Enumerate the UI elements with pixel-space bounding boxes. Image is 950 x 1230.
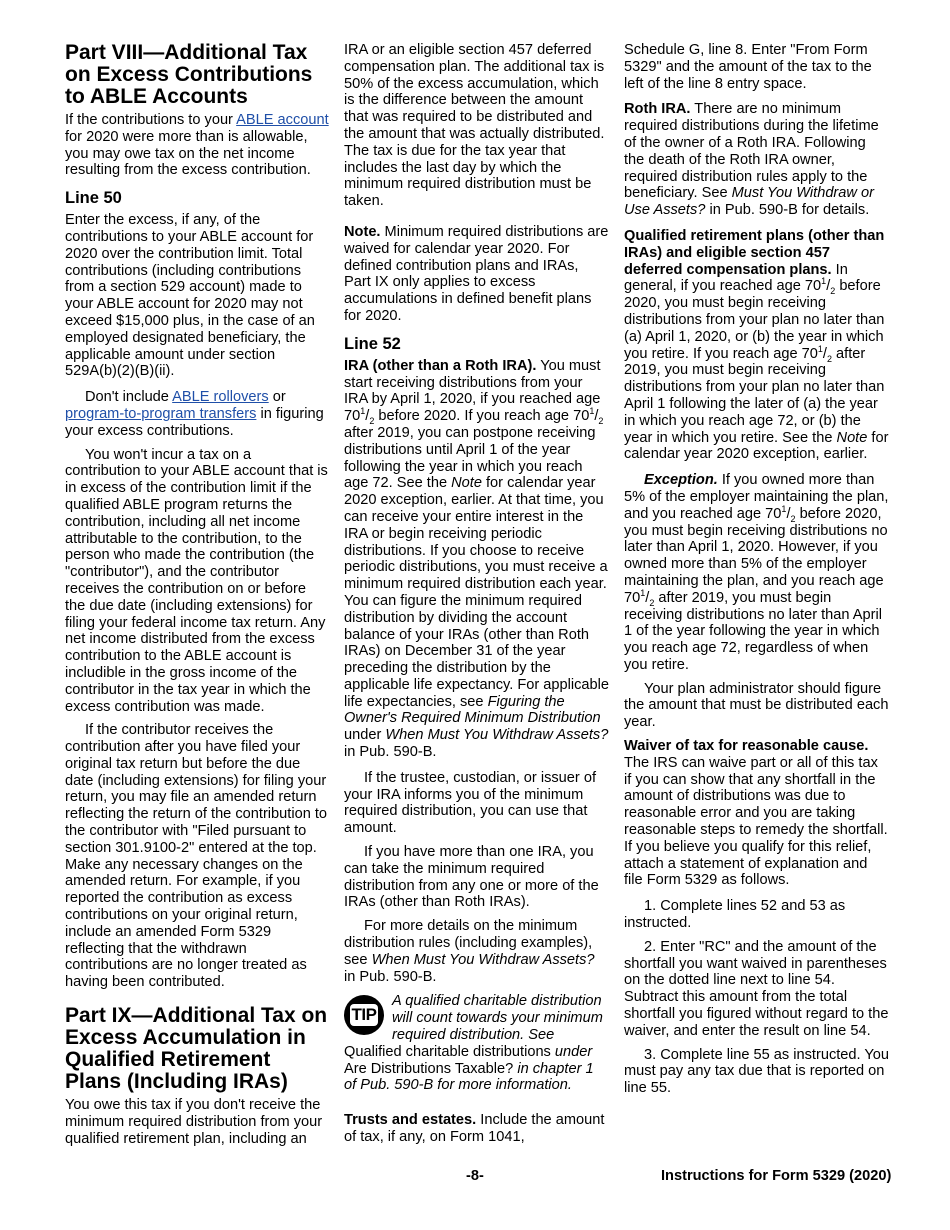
- qualified-plans-paragraph: Qualified retirement plans (other than IRAs) and eligible section 457 deferred compensation plans. In general, if you reached age $70^1/_2$ before 2020, you must begin receiving distributions from your plan no later than (a) April 1, 2020, or (b) the year in which you retire. If you reach age $70^1/_2$ after 2019, you must begin receiving distributions from your plan no later than April 1 following the later of (a) the year in which you reach age 72, or (b) the year in which you retire. See the Note for calendar year 2020 exception, earlier.: [624, 227, 889, 463]
- line-50-text: Enter the excess, if any, of the contributions to your ABLE account for 2020 over the contribution limit. Total contributions (including contributions from a section 529 account) made to your ABLE account for 2020 may not exceed $15,000 plus, in the case of an employed designated beneficiary, the applicable amount under section 529A(b)(2)(B)(ii).: [65, 212, 315, 380]
- part-9-intro: You owe this tax if you don't receive the minimum required distribution from your qualified retirement plan, including an: [65, 1097, 323, 1147]
- no-tax-paragraph: You won't incur a tax on a contribution to your ABLE account that is in excess of the contribution limit if the qualified ABLE program returns the contribution, including all net income attributable to the contribution, to the person who made the contribution (the "contributor"), and the contributor receives the contribution on or before the due date (including extensions) for filing your federal income tax return. Any net income distributed from the excess contribution to the ABLE account is includible in the gross income of the contributor in the tax year in which the excess contribution was made.: [65, 446, 328, 715]
- column-1: [65, 42, 330, 1156]
- plan-admin-paragraph: Your plan administrator should figure the amount that must be distributed each year.: [624, 680, 889, 731]
- page-number: -8-: [466, 1168, 484, 1184]
- step-2: 2. Enter "RC" and the amount of the shortfall you want waived in parentheses on the dotted line next to line 54. Subtract this amount from the total shortfall you figured without regard to the waiver, and enter the result on line 54.: [624, 938, 889, 1039]
- contributor-paragraph: If the contributor receives the contribution after you have filed your original tax return but before the due date (including extensions) for filing your return, you may file an amended return reflecting the return of the contribution to the contributor with "Filed pursuant to section 301.9100-2" entered at the top. Make any necessary changes on the amended return. For example, if you reported the contribution as excess contributions on your original return, include an amended Form 5329 reflecting that the withdrawn contributions are no longer treated as having been contributed.: [65, 722, 328, 991]
- multiple-ira-paragraph: If you have more than one IRA, you can take the minimum required distribution from any one or more of the IRAs (other than Roth IRAs).: [344, 844, 599, 911]
- able-rollovers-paragraph: Don't include ABLE rollovers or program-to-program transfers in figuring your excess contributions.: [65, 389, 324, 439]
- part-8-intro: If the contributions to your ABLE account for 2020 were more than is allowable, you may owe tax on the net income resulting from the excess contribution.: [65, 112, 329, 179]
- tip-box: TIP A qualified charitable distribution will count towards your minimum required distribution. See Qualified charitable distributions under Are Distributions Taxable? in chapter 1 of Pub. 590-B for more information.: [344, 993, 603, 1094]
- line-52-heading: Line 52: [344, 334, 401, 353]
- step-3: 3. Complete line 55 as instructed. You must pay any tax due that is reported on line 55.: [624, 1046, 890, 1097]
- trustee-paragraph: If the trustee, custodian, or issuer of your IRA informs you of the minimum required distribution, you can use that amount.: [344, 769, 596, 837]
- part-9-heading: Part IX—Additional Tax on Excess Accumulation in Qualified Retirement Plans (Including IRAs): [65, 1004, 328, 1094]
- column-3: [624, 42, 889, 1104]
- step-1: 1. Complete lines 52 and 53 as instructed.: [624, 898, 846, 932]
- waiver-paragraph: Waiver of tax for reasonable cause. The IRS can waive part or all of this tax if you can show that any shortfall in the amount of distributions was due to reasonable error and you are taking reasonable steps to remedy the shortfall. If you believe you qualify for this relief, attach a statement of explanation and file Form 5329 as follows.: [624, 738, 888, 889]
- column-2: [344, 42, 609, 1155]
- exception-paragraph: Exception. If you owned more than 5% of the employer maintaining the plan, and you reached age $70^1/_2$ before 2020, you must begin receiving distributions no later than April 1, 2020. However, if you owned more than 5% of the employer maintaining the plan, and you reach age $70^1/_2$ after 2019, you must begin receiving distributions no later than April 1 of the year following the year in which you reach age 72, regardless of when you retire.: [624, 472, 889, 673]
- line-50-heading: Line 50: [65, 189, 122, 208]
- trusts-paragraph: Trusts and estates. Include the amount of tax, if any, on Form 1041,: [344, 1112, 605, 1146]
- part-8-heading: Part VIII—Additional Tax on Excess Contributions to ABLE Accounts: [65, 41, 313, 108]
- excess-accumulation-paragraph: IRA or an eligible section 457 deferred compensation plan. The additional tax is 50% of the excess accumulation, which is the difference between the amount that was required to be distributed and the amount that was actually distributed. The tax is due for the tax year that includes the last day by which the minimum required distribution must be taken.: [344, 42, 605, 210]
- able-rollovers-link[interactable]: ABLE rollovers: [172, 389, 269, 406]
- ira-paragraph: IRA (other than a Roth IRA). You must start receiving distributions from your IRA by April 1, 2020, if you reached age $70^1/_2$ before 2020. If you reach age $70^1/_2$ after 2019, you can postpone receiving distributions until April 1 of the year following the year in which you reach age 72. See the Note for calendar year 2020 exception, earlier. At that time, you can receive your entire interest in the IRA or begin receiving periodic distributions. If you choose to receive periodic distributions, you must receive a minimum required distribution each year. You can figure the minimum required distribution by dividing the account balance of your IRAs (other than Roth IRAs) on December 31 of the year preceding the distribution by the applicable life expectancy. For applicable life expectancies, see Figuring the Owner's Required Minimum Distribution under When Must You Withdraw Assets? in Pub. 590-B.: [344, 357, 610, 761]
- able-account-link[interactable]: ABLE account: [236, 112, 329, 128]
- document-title: Instructions for Form 5329 (2020): [661, 1168, 892, 1184]
- program-transfers-link[interactable]: program-to-program transfers: [65, 405, 257, 422]
- roth-ira-paragraph: Roth IRA. There are no minimum required distributions during the lifetime of the owner of a Roth IRA. Following the death of the Roth IRA owner, required distribution rules apply to the beneficiary. See Must You Withdraw or Use Assets? in Pub. 590-B for details.: [624, 101, 879, 219]
- more-details-paragraph: For more details on the minimum distribution rules (including examples), see When Must You Withdraw Assets? in Pub. 590-B.: [344, 918, 595, 985]
- tip-icon: TIP: [344, 995, 384, 1035]
- note-paragraph: Note. Minimum required distributions are waived for calendar year 2020. For defined contribution plans and IRAs, Part IX only applies to excess accumulations in defined benefit plans for 2020.: [344, 223, 609, 324]
- schedule-g-paragraph: Schedule G, line 8. Enter "From Form 5329" and the amount of the tax to the left of the line 8 entry space.: [624, 42, 872, 92]
